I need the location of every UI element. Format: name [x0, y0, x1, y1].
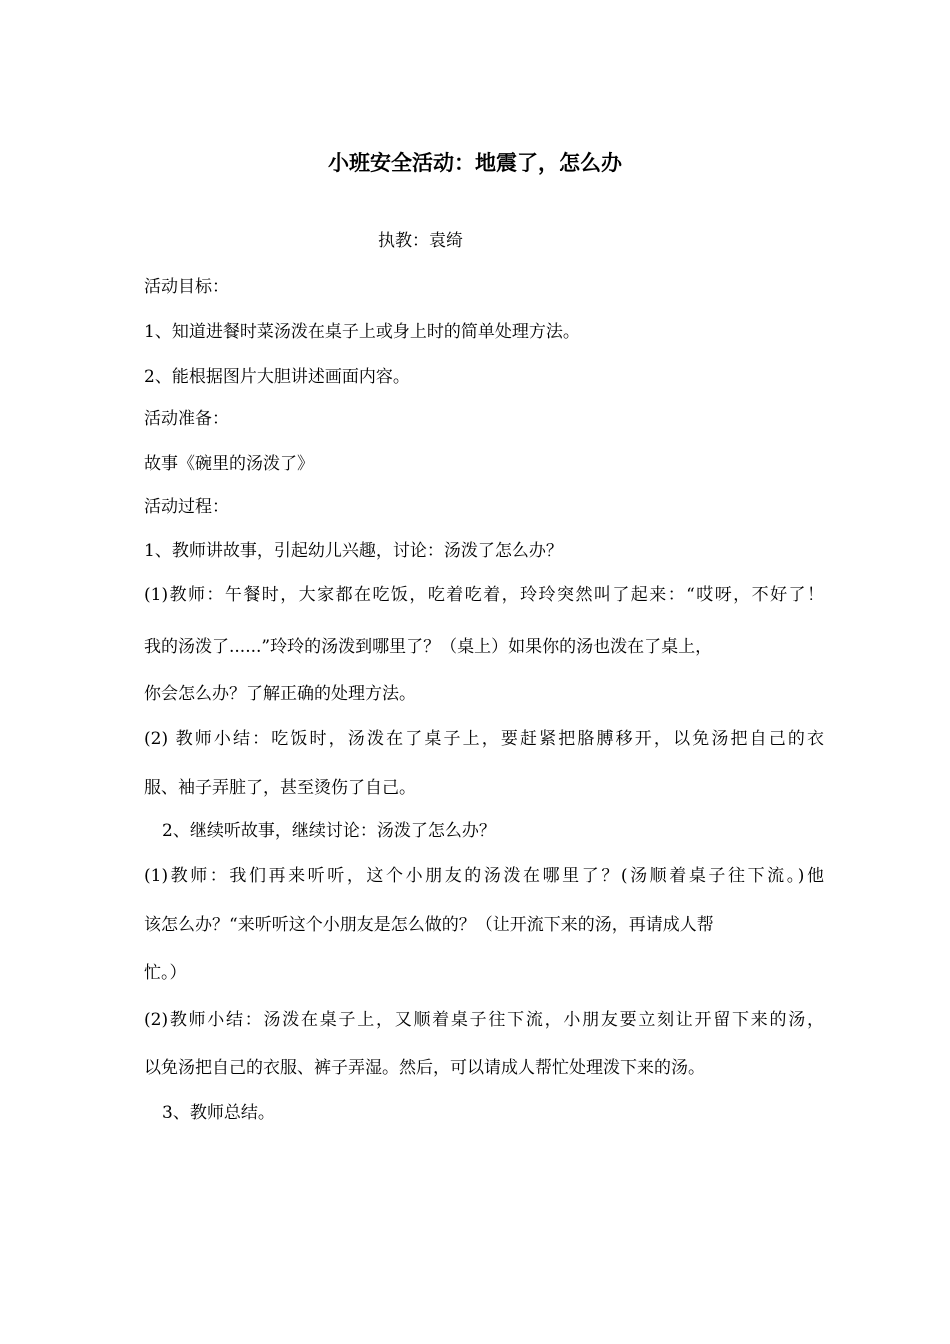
goal-item-1: 1、知道进餐时菜汤泼在桌子上或身上时的简单处理方法。: [144, 322, 580, 342]
paragraph-line: (1)教师：午餐时，大家都在吃饭，吃着吃着，玲玲突然叫了起来：“哎呀，不好了！: [144, 585, 824, 605]
paragraph-line: 该怎么办？“来听听这个小朋友是怎么做的？（让开流下来的汤，再请成人帮: [144, 915, 714, 935]
teacher-line: 执教：袁绮: [378, 231, 463, 251]
page-title: 小班安全活动：地震了，怎么办: [328, 151, 622, 175]
paragraph-line: (2)教师小结：汤泼在桌子上，又顺着桌子往下流，小朋友要立刻让开留下来的汤，: [144, 1010, 824, 1030]
paragraph-line: (2) 教师小结：吃饭时，汤泼在了桌子上，要赶紧把胳膊移开，以免汤把自己的衣: [144, 729, 824, 749]
paragraph-line: 我的汤泼了......”玲玲的汤泼到哪里了？（桌上）如果你的汤也泼在了桌上，: [144, 637, 713, 657]
process-step-2: 2、继续听故事，继续讨论：汤泼了怎么办？: [162, 821, 496, 841]
section-heading-preparation: 活动准备：: [144, 409, 229, 429]
section-heading-process: 活动过程：: [144, 497, 229, 517]
process-step-3: 3、教师总结。: [162, 1103, 275, 1123]
preparation-item: 故事《碗里的汤泼了》: [144, 454, 314, 474]
paragraph-line: 忙。）: [144, 963, 187, 983]
paragraph-line: 你会怎么办？了解正确的处理方法。: [144, 684, 416, 704]
goal-item-2: 2、能根据图片大胆讲述画面内容。: [144, 367, 410, 387]
section-heading-goals: 活动目标：: [144, 277, 229, 297]
process-step-1: 1、教师讲故事，引起幼儿兴趣，讨论：汤泼了怎么办？: [144, 541, 563, 561]
paragraph-line: 以免汤把自己的衣服、裤子弄湿。然后，可以请成人帮忙处理泼下来的汤。: [144, 1058, 705, 1078]
paragraph-line: 服、袖子弄脏了，甚至烫伤了自己。: [144, 778, 416, 798]
paragraph-line: (1)教师：我们再来听听，这个小朋友的汤泼在哪里了？(汤顺着桌子往下流。)他: [144, 866, 824, 886]
